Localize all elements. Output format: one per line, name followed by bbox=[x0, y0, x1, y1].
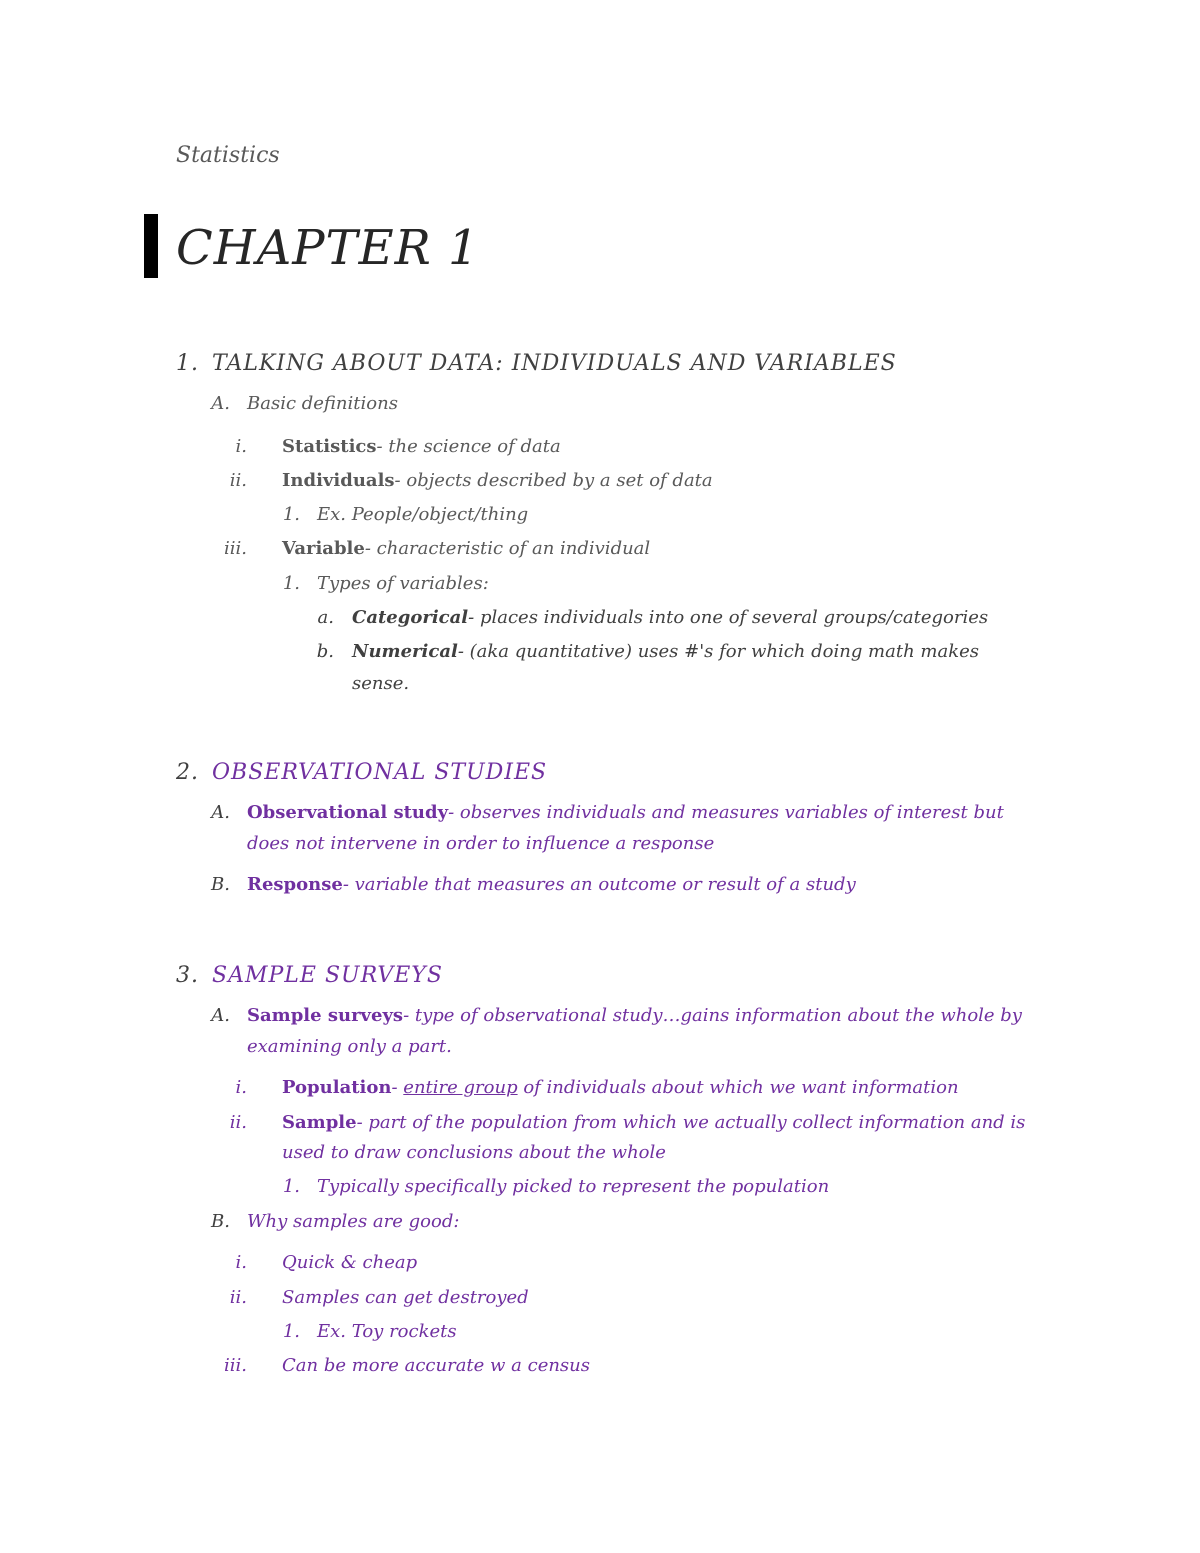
term: Individuals bbox=[282, 470, 395, 491]
list-marker: a. bbox=[317, 607, 334, 628]
chapter-title: CHAPTER 1 bbox=[176, 220, 480, 276]
underlined-phrase: entire group bbox=[403, 1077, 518, 1098]
list-marker: iii. bbox=[224, 538, 247, 559]
definition: - (aka quantitative) uses #'s for which doing math makes bbox=[457, 641, 980, 662]
list-item: Types of variables: bbox=[317, 573, 489, 594]
definition-response bbox=[247, 874, 856, 896]
definition: - objects described by a set of data bbox=[394, 470, 713, 491]
definition-population bbox=[282, 1077, 959, 1099]
list-marker: ii. bbox=[229, 1112, 247, 1133]
chapter-accent-bar bbox=[144, 214, 158, 278]
section-2-number: 2. bbox=[176, 760, 199, 785]
term: Sample surveys bbox=[247, 1005, 404, 1026]
definition: - observes individuals and measures variables of interest but bbox=[448, 802, 1004, 823]
list-item: Can be more accurate w a census bbox=[282, 1355, 591, 1376]
list-marker: i. bbox=[235, 436, 247, 457]
term: Sample bbox=[282, 1112, 357, 1133]
definition: - variable that measures an outcome or result of a study bbox=[342, 874, 856, 895]
document-subject: Statistics bbox=[176, 143, 280, 168]
term: Statistics bbox=[282, 436, 377, 457]
definition: - places individuals into one of several groups/categories bbox=[468, 607, 989, 628]
list-marker: 1. bbox=[282, 504, 300, 525]
list-marker: B. bbox=[211, 1211, 230, 1232]
list-item: Why samples are good: bbox=[247, 1211, 460, 1232]
list-item: Basic definitions bbox=[247, 393, 398, 414]
definition: - part of the population from which we actually collect information and is bbox=[356, 1112, 1026, 1133]
list-item: Quick & cheap bbox=[282, 1252, 418, 1273]
section-2-title: OBSERVATIONAL STUDIES bbox=[212, 760, 548, 785]
list-item: Ex. Toy rockets bbox=[317, 1321, 457, 1342]
list-marker: ii. bbox=[229, 470, 247, 491]
definition-continuation: sense. bbox=[352, 673, 410, 694]
definition-variable bbox=[282, 538, 650, 560]
list-marker: i. bbox=[235, 1077, 247, 1098]
definition-categorical bbox=[352, 607, 988, 629]
definition-continuation: used to draw conclusions about the whole bbox=[282, 1142, 666, 1163]
term: Response bbox=[247, 874, 343, 895]
definition-individuals bbox=[282, 470, 713, 492]
list-marker: 1. bbox=[282, 1321, 300, 1342]
list-marker: A. bbox=[211, 393, 230, 414]
section-1-title: TALKING ABOUT DATA: INDIVIDUALS AND VARIABLES bbox=[212, 351, 897, 376]
term: Population bbox=[282, 1077, 392, 1098]
definition-numerical bbox=[352, 641, 979, 663]
definition: - the science of data bbox=[376, 436, 561, 457]
section-3-number: 3. bbox=[176, 963, 199, 988]
term: Observational study bbox=[247, 802, 449, 823]
list-marker: ii. bbox=[229, 1287, 247, 1308]
definition: - characteristic of an individual bbox=[364, 538, 651, 559]
list-marker: B. bbox=[211, 874, 230, 895]
section-1-number: 1. bbox=[176, 351, 199, 376]
list-marker: 1. bbox=[282, 573, 300, 594]
list-marker: i. bbox=[235, 1252, 247, 1273]
definition-observational-study bbox=[247, 802, 1004, 824]
list-marker: A. bbox=[211, 1005, 230, 1026]
term: Numerical bbox=[352, 641, 458, 662]
definition-sample-surveys bbox=[247, 1005, 1022, 1027]
definition-continuation: does not intervene in order to influence a response bbox=[247, 833, 715, 854]
list-item: Samples can get destroyed bbox=[282, 1287, 529, 1308]
definition: of individuals about which we want information bbox=[517, 1077, 959, 1098]
definition-continuation: examining only a part. bbox=[247, 1036, 452, 1057]
list-marker: A. bbox=[211, 802, 230, 823]
list-marker: b. bbox=[316, 641, 334, 662]
definition-sample bbox=[282, 1112, 1025, 1134]
term: Variable bbox=[282, 538, 365, 559]
definition-dash: - bbox=[391, 1077, 404, 1098]
list-marker: 1. bbox=[282, 1176, 300, 1197]
definition-statistics bbox=[282, 436, 561, 458]
list-marker: iii. bbox=[224, 1355, 247, 1376]
term: Categorical bbox=[352, 607, 469, 628]
list-item: Ex. People/object/thing bbox=[317, 504, 529, 525]
section-3-title: SAMPLE SURVEYS bbox=[212, 963, 443, 988]
definition: - type of observational study…gains information about the whole by bbox=[403, 1005, 1022, 1026]
list-item: Typically specifically picked to represent the population bbox=[317, 1176, 830, 1197]
